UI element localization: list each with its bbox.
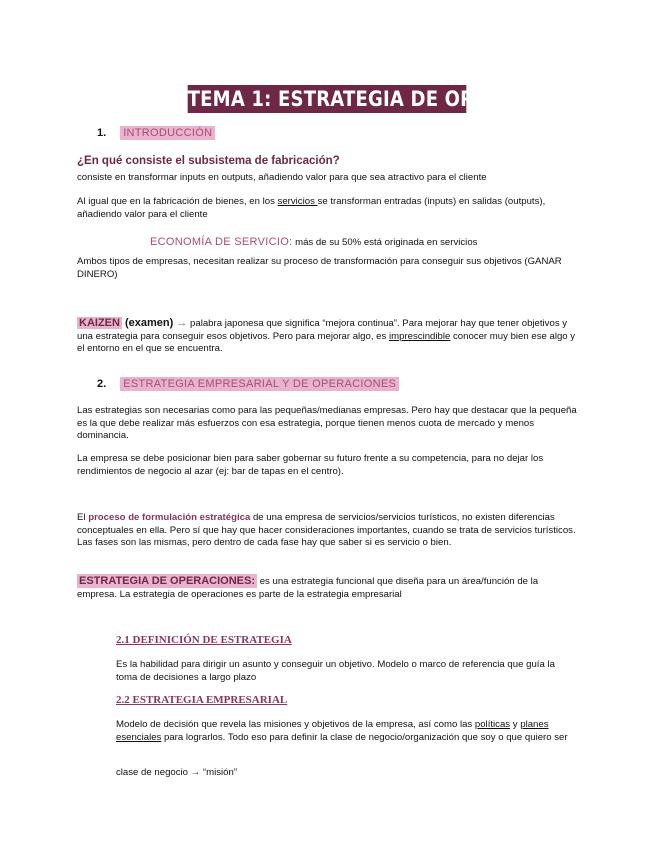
subheading-2-1: 2.1 DEFINICIÓN DE ESTRATEGIA [116,634,292,646]
paragraph-services: Al igual que en la fabricación de bienes, en los servicios se transforman entradas (inputs) en salidas (outputs), añadiendo valor para el cliente [77,196,546,220]
economy-line [150,232,477,250]
section-2-heading [97,378,399,390]
paragraph-definition: Es la habilidad para dirigir un asunto y conseguir un objetivo. Modelo o marco de referencia que guía la toma de decisiones a largo plazo [116,659,555,683]
paragraph-strategies: Las estrategias son necesarias como para las pequeñas/medianas empresas. Pero hay que destacar que la pequeña es la que debe realizar más esfuerzos con esa estrategia, porque tienen menos cuota de mercado y menos dominancia. [77,405,577,441]
section-1-title: INTRODUCCIÓN [120,126,215,140]
page-title: TEMA 1: ESTRATEGIA DE OPERACIONES [187,87,592,111]
paragraph-mission: clase de negocio → “misión” [116,767,238,778]
paragraph-positioning: La empresa se debe posicionar bien para saber gobernar su futuro frente a su competencia, para no dejar los rendimientos de negocio al azar (ej: bar de tapas en el centro). [77,453,544,477]
paragraph-operations-strategy: ESTRATEGIA DE OPERACIONES: es una estrategia funcional que diseña para un área/función de la empresa. La estrategia de operaciones es parte de la estrategia empresarial [77,575,539,600]
formulation-highlight: proceso de formulación estratégica [88,512,251,523]
paragraph-formulation: El proceso de formulación estratégica de una empresa de servicios/servicios turísticos, no existen diferencias conceptuales en ella. Pero sí que hay que hacer consideraciones importantes, cuando se trata de servicios turísticos. Las fases son las mismas, pero dentro de cada fase hay que saber si es servicio o bien. [77,512,576,548]
operations-strategy-highlight: ESTRATEGIA DE OPERACIONES: [79,575,256,587]
economy-label: ECONOMÍA DE SERVICIO: [150,236,293,248]
section-1-number: 1. [97,127,107,139]
subheading-2-2: 2.2 ESTRATEGIA EMPRESARIAL [116,694,288,706]
kaizen-highlight: KAIZEN [79,317,120,329]
section-1-heading [97,127,215,139]
paragraph-kaizen: KAIZEN (examen) → palabra japonesa que significa “mejora continua”. Para mejorar hay que tener objetivos y una estrategia para conseguir esos objetivos. Pero para mejorar algo, es imprescindible conocer muy bien ese algo y el entorno en el que se encuentra. [77,317,576,354]
section-2-title: ESTRATEGIA EMPRESARIAL Y DE OPERACIONES [120,377,399,391]
arrow-icon: → [176,317,188,329]
paragraph-business-strategy: Modelo de decisión que revela las misiones y objetivos de la empresa, así como las políticas y planes esenciales para lograrlos. Todo eso para definir la clase de negocio/organización que soy o que quiero ser [116,719,568,743]
paragraph-objectives: Ambos tipos de empresas, necesitan realizar su proceso de transformación para conseguir sus objetivos (GANAR DINERO) [77,256,562,280]
section-2-number: 2. [97,378,107,390]
economy-text: más de su 50% está originada en servicios [292,237,478,248]
question-heading: ¿En qué consiste el subsistema de fabricación? [77,155,340,167]
paragraph-transform: consiste en transformar inputs en outputs, añadiendo valor para que sea atractivo para el cliente [77,172,487,183]
